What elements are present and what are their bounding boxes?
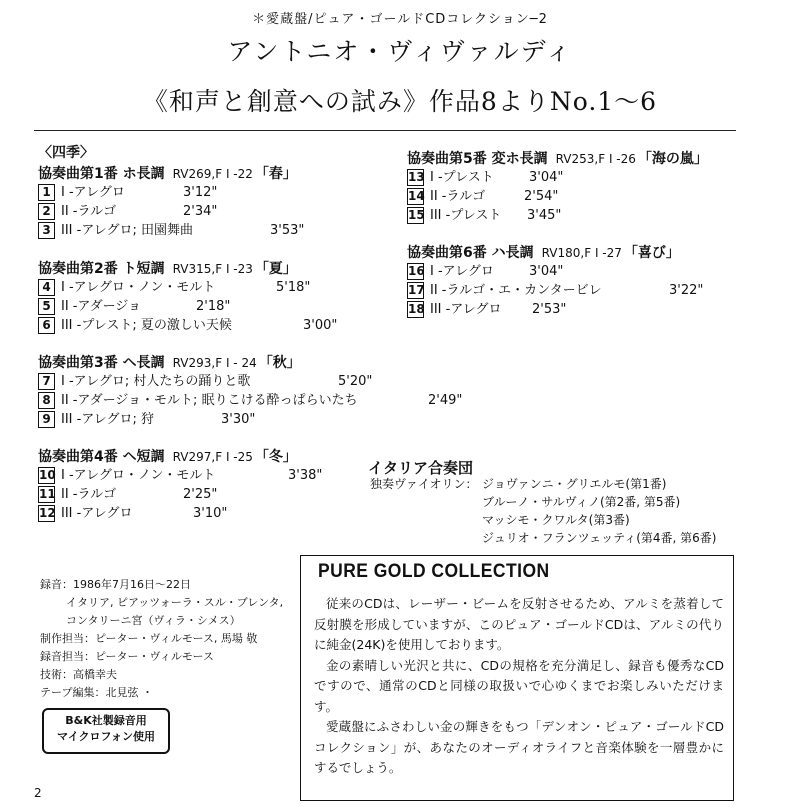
recording-venue: コンタリーニ宮（ヴィラ・シメス） <box>66 614 241 627</box>
track-duration: 2'54" <box>524 189 559 204</box>
catalog-number: RV253,F I -26 <box>555 152 636 166</box>
catalog-number: RV315,F I -23 <box>172 262 253 276</box>
track-row <box>38 485 297 504</box>
track-title: I -アレグロ・ノン・モルト <box>61 468 216 483</box>
track-number: 15 <box>408 208 425 222</box>
track-row <box>38 466 323 485</box>
concerto-header <box>38 163 297 183</box>
track-duration: 2'49" <box>428 393 463 408</box>
track-number: 16 <box>408 264 425 278</box>
soloist-entry: ジュリオ・フランツェッティ(第4番, 第6番) <box>482 531 717 545</box>
concerto-nickname: 「冬」 <box>254 449 297 465</box>
pure-gold-paragraph: 従来のCDは、レーザー・ビームを反射させるため、アルミを蒸着して反射膜を形成していますが、このピュア・ゴールドCDは、アルミの代りに純金(24K)を使用しております。 <box>314 596 724 652</box>
track-duration: 3'12" <box>183 185 218 200</box>
track-title: III -アレグロ; 田園舞曲 <box>61 223 194 238</box>
microphone-badge-line2: マイクロフォン使用 <box>56 730 155 743</box>
track-row <box>38 372 373 391</box>
track-duration: 3'00" <box>303 318 338 333</box>
concerto-title: 協奏曲第2番 ト短調 <box>38 261 165 277</box>
concerto-title: 協奏曲第6番 ハ長調 <box>407 245 534 261</box>
track-number: 6 <box>38 317 55 334</box>
track-title: I -アレグロ <box>61 185 125 200</box>
track-duration: 3'45" <box>527 208 562 223</box>
track-duration: 3'53" <box>270 223 305 238</box>
concerto-nickname: 「春」 <box>254 166 297 182</box>
track-title: II -ラルゴ・エ・カンタービレ <box>430 283 602 298</box>
track-number: 10 <box>39 468 56 482</box>
concerto-header <box>407 148 708 168</box>
track-title: III -プレスト <box>430 208 502 223</box>
soloist-entry: ジョヴァンニ・グリエルモ(第1番) <box>482 477 667 491</box>
catalog-number: RV180,F I -27 <box>541 246 622 260</box>
track-duration: 3'30" <box>221 412 256 427</box>
concerto-block <box>407 242 704 319</box>
pure-gold-title: PURE GOLD COLLECTION <box>318 561 550 582</box>
track-duration: 3'04" <box>529 170 564 185</box>
track-number: 14 <box>408 189 425 203</box>
track-title: II -ラルゴ <box>61 487 117 502</box>
concerto-block <box>38 258 338 335</box>
track-duration: 2'25" <box>183 487 218 502</box>
track-title: II -ラルゴ <box>61 204 117 219</box>
track-duration: 3'38" <box>288 468 323 483</box>
track-title: III -アレグロ <box>61 506 133 521</box>
producer-credit: 制作担当：ピーター・ヴィルモース, 馬場 敬 <box>40 632 258 645</box>
seasons-label: 〈四季〉 <box>38 145 94 161</box>
track-row <box>38 316 338 335</box>
track-title: III -プレスト; 夏の激しい天候 <box>61 318 232 333</box>
recording-credits <box>40 576 283 702</box>
track-number: 7 <box>38 373 55 390</box>
concerto-header <box>407 242 680 262</box>
catalog-number: RV297,F I -25 <box>172 450 253 464</box>
track-duration: 2'18" <box>196 299 231 314</box>
track-number: 8 <box>38 392 55 409</box>
track-row <box>38 504 297 523</box>
track-title: I -プレスト <box>430 170 494 185</box>
catalog-number: RV293,F I - 24 <box>172 356 257 370</box>
track-duration: 3'22" <box>669 283 704 298</box>
track-duration: 5'18" <box>276 280 311 295</box>
track-number: 17 <box>408 283 425 297</box>
track-row <box>38 410 358 429</box>
track-row <box>407 187 708 206</box>
recording-lead-credit: 録音担当：ピーター・ヴィルモース <box>40 650 214 663</box>
concerto-block <box>38 446 323 523</box>
soloist-entry: マッシモ・クワルタ(第3番) <box>482 513 630 527</box>
track-number: 4 <box>38 279 55 296</box>
concerto-title: 協奏曲第4番 ヘ短調 <box>38 449 165 465</box>
track-row <box>38 183 297 202</box>
track-number: 13 <box>408 170 425 184</box>
track-number: 2 <box>38 203 55 220</box>
soloist-label: 独奏ヴァイオリン： <box>370 477 478 491</box>
concerto-title: 協奏曲第1番 ホ長調 <box>38 166 165 182</box>
pure-gold-text <box>314 594 724 779</box>
track-duration: 3'04" <box>529 264 564 279</box>
concerto-block <box>38 163 305 240</box>
concerto-nickname: 「秋」 <box>258 355 301 371</box>
tape-edit-credit: テープ編集：北見弦 ・ <box>40 686 153 699</box>
concerto-nickname: 「喜び」 <box>623 245 680 261</box>
ensemble-name: イタリア合奏団 <box>368 459 474 477</box>
track-title: II -アダージョ・モルト; 眠りこける酔っぱらいたち <box>61 393 358 408</box>
track-duration: 2'34" <box>183 204 218 219</box>
track-row <box>38 297 297 316</box>
catalog-number: RV269,F I -22 <box>172 167 253 181</box>
pure-gold-paragraph: 金の素晴しい光沢と共に、CDの規格を充分満足し、録音も優秀なCDですので、通常のCDと同様の取扱いで心ゆくまでお楽しみいただけます。 <box>314 657 724 714</box>
recording-date: 録音：1986年7月16日～22日 <box>40 578 191 591</box>
track-row <box>407 168 708 187</box>
track-title: I -アレグロ・ノン・モルト <box>61 280 216 295</box>
concerto-title: 協奏曲第5番 変ホ長調 <box>407 151 548 167</box>
track-title: I -アレグロ; 村人たちの踊りと歌 <box>61 374 251 389</box>
track-number: 12 <box>39 506 56 520</box>
track-row <box>407 206 708 225</box>
track-number: 9 <box>38 411 55 428</box>
track-title: III -アレグロ; 狩 <box>61 412 155 427</box>
track-row <box>407 262 680 281</box>
track-number: 18 <box>408 302 425 316</box>
track-title: II -アダージョ <box>61 299 142 314</box>
pure-gold-paragraph: 愛蔵盤にふさわしい金の輝きをもつ「デンオン・ピュア・ゴールドCDコレクション」が、あなたのオーディオライフと音楽体験を一層豊かにするでしょう。 <box>314 719 724 775</box>
track-row <box>38 278 311 297</box>
microphone-badge-line1: B&K社製録音用 <box>65 714 147 727</box>
track-row <box>38 391 463 410</box>
soloist-entry: ブルーノ・サルヴィノ(第2番, 第5番) <box>482 495 681 509</box>
track-duration: 3'10" <box>193 506 228 521</box>
track-number: 1 <box>38 184 55 201</box>
microphone-badge-text <box>42 713 170 745</box>
track-row <box>407 281 704 300</box>
concerto-header <box>38 258 297 278</box>
concerto-header <box>38 446 297 466</box>
track-row <box>38 202 297 221</box>
page-number: 2 <box>34 786 42 800</box>
track-row <box>38 221 305 240</box>
series-title: ＊愛蔵盤/ピュア・ゴールドCDコレクション─2 <box>252 12 548 27</box>
engineer-credit: 技術：高橋幸夫 <box>40 668 117 681</box>
track-title: III -アレグロ <box>430 302 502 317</box>
track-title: I -アレグロ <box>430 264 494 279</box>
track-number: 3 <box>38 222 55 239</box>
track-title: II -ラルゴ <box>430 189 486 204</box>
track-duration: 5'20" <box>338 374 373 389</box>
track-number: 11 <box>39 487 56 501</box>
concerto-block <box>38 352 463 429</box>
track-row <box>407 300 680 319</box>
concerto-nickname: 「海の嵐」 <box>637 151 708 167</box>
work-title: 《和声と創意への試み》作品8よりNo.1～6 <box>142 87 658 116</box>
concerto-block <box>407 148 708 225</box>
track-number: 5 <box>38 298 55 315</box>
concerto-nickname: 「夏」 <box>254 261 297 277</box>
composer-name: アントニオ・ヴィヴァルディ <box>227 37 573 66</box>
recording-place: イタリア, ピアッツォーラ・スル・ブレンタ, <box>66 596 284 609</box>
concerto-title: 協奏曲第3番 ヘ長調 <box>38 355 165 371</box>
track-duration: 2'53" <box>532 302 567 317</box>
concerto-header <box>38 352 358 372</box>
divider <box>34 130 736 131</box>
